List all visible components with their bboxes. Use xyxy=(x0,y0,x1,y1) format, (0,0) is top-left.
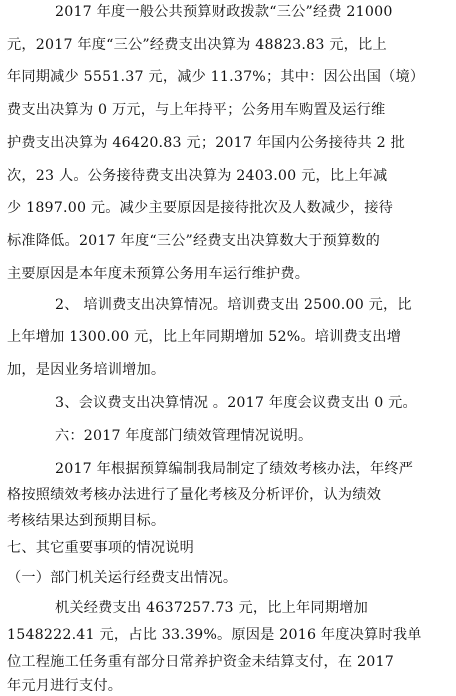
text-line: 位工程施工任务重有部分日常养护资金未结算支付，在 2017 xyxy=(7,654,394,670)
text-line: 年元月进行支付。 xyxy=(7,678,123,694)
text-line: 年同期减少 5551.37 元，减少 11.37%；其中：因公出国（境） xyxy=(7,69,425,85)
text-line: 六：2017 年度部门绩效管理情况说明。 xyxy=(55,428,313,444)
subsection-heading: （一）部门机关运行经费支出情况。 xyxy=(7,570,238,586)
text-line: 少 1897.00 元。减少主要原因是接待批次及人数减少，接待 xyxy=(7,200,394,216)
text-line: 机关经费支出 4637257.73 元，比上年同期增加 xyxy=(55,600,368,616)
text-line: 标准降低。2017 年度“三公”经费支出决算数大于预算数的 xyxy=(7,233,381,249)
text-line: 格按照绩效考核办法进行了量化考核及分析评价，认为绩效 xyxy=(7,487,382,503)
text-line: 护费支出决算为 46420.83 元；2017 年国内公务接待共 2 批 xyxy=(7,135,405,151)
text-line: 2、 培训费支出决算情况。培训费支出 2500.00 元，比 xyxy=(55,297,412,313)
text-line: 次，23 人。公务接待费支出决算为 2403.00 元，比上年减 xyxy=(7,168,388,184)
section-heading: 七、其它重要事项的情况说明 xyxy=(7,540,195,556)
text-line: 费支出决算为 0 万元，与上年持平；公务用车购置及运行维 xyxy=(7,102,386,118)
text-line: 元，2017 年度“三公”经费支出决算为 48823.83 元，比上 xyxy=(7,37,387,53)
text-line: 考核结果达到预期目标。 xyxy=(7,513,166,529)
text-line: 2017 年根据预算编制我局制定了绩效考核办法，年终严 xyxy=(55,461,414,477)
text-line: 3、会议费支出决算情况 。2017 年度会议费支出 0 元。 xyxy=(55,395,417,411)
text-line: 主要原因是本年度未预算公务用车运行维护费。 xyxy=(7,266,310,282)
text-line: 2017 年度一般公共预算财政拨款“三公”经费 21000 xyxy=(55,4,393,20)
text-line: 上年增加 1300.00 元，比上年同期增加 52%。培训费支出增 xyxy=(7,329,402,345)
text-line: 1548222.41 元，占比 33.39%。原因是 2016 年度决算时我单 xyxy=(7,627,422,643)
text-line: 加，是因业务培训增加。 xyxy=(7,362,166,378)
